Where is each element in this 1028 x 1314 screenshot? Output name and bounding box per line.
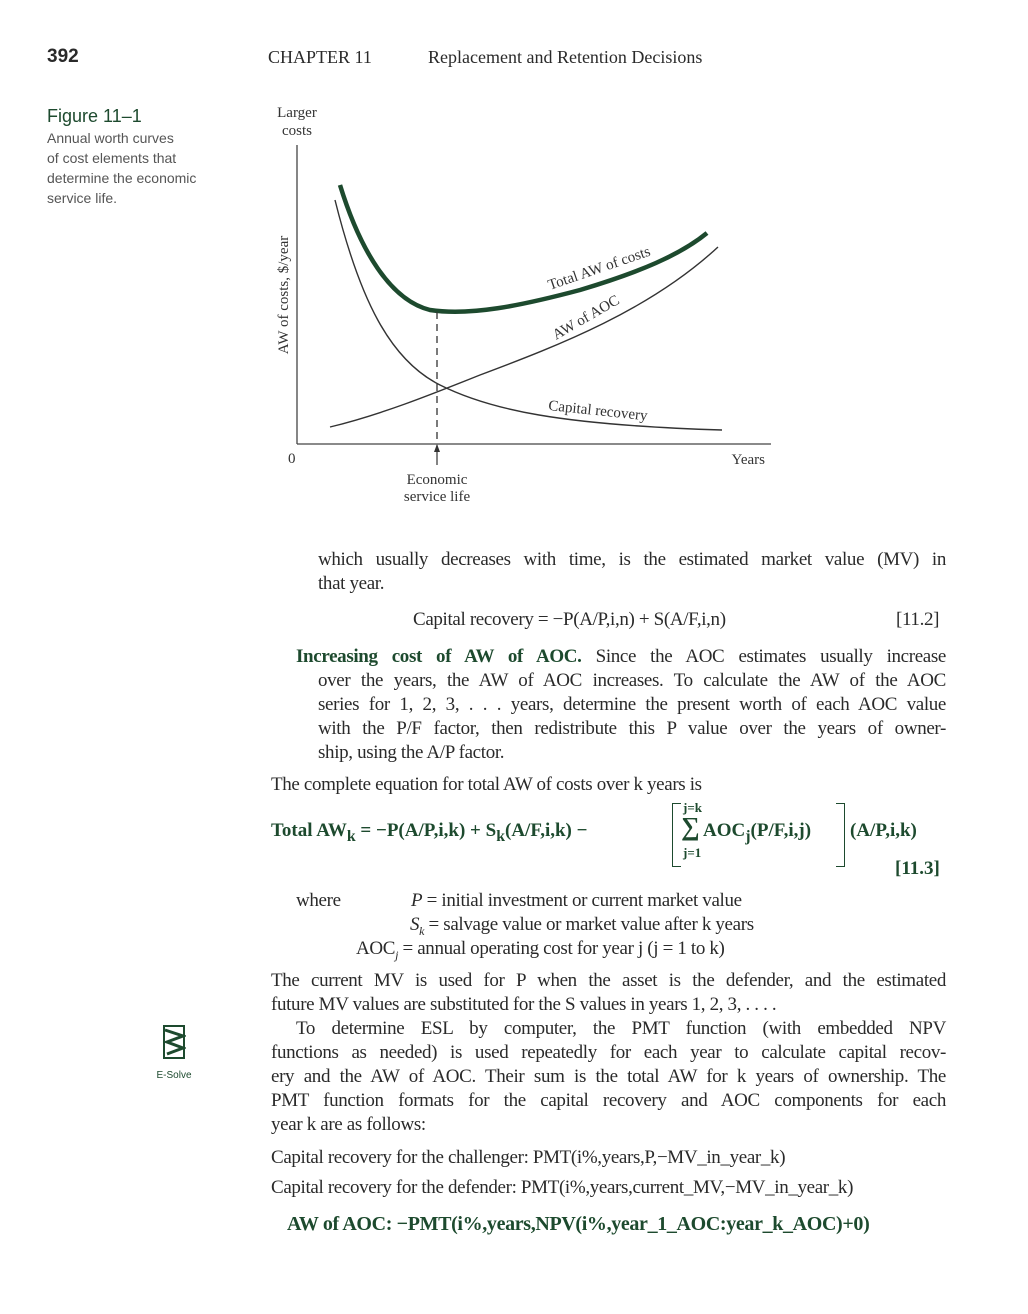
- eq-part: (A/F,i,k) −: [505, 820, 588, 841]
- equation-11-3: [271, 820, 587, 846]
- eq-tail: (A/P,i,k): [850, 820, 917, 841]
- sum-lower: j=1: [683, 845, 702, 860]
- p5-line: ery and the AW of AOC. Their sum is the total AW for k years of ownership. The: [271, 1066, 946, 1087]
- esl-annotation-2: service life: [403, 489, 471, 505]
- label-total-aw: Total AW of costs: [546, 243, 653, 294]
- equation-11-2: Capital recovery = −P(A/P,i,n) + S(A/F,i,n): [413, 609, 726, 630]
- page-number: 392: [47, 46, 79, 67]
- def: = annual operating cost for year j (j = 1 to k): [398, 938, 725, 959]
- ylabel-top-1: Larger: [277, 105, 317, 121]
- def-aoc: [356, 937, 725, 967]
- def: = initial investment or current market value: [422, 890, 742, 911]
- p5-line: PMT function formats for the capital recovery and AOC components for each: [271, 1090, 946, 1111]
- caption-line: of cost elements that: [47, 150, 177, 166]
- label-aw-aoc: AW of AOC: [550, 292, 623, 344]
- sum-body: [703, 820, 811, 846]
- chapter-title: Replacement and Retention Decisions: [428, 47, 703, 67]
- esl-chart: [0, 0, 1028, 520]
- esolve-label: E-Solve: [156, 1070, 192, 1081]
- eq-lhs: Total AW: [271, 820, 347, 841]
- y-axis-label: AW of costs, $/year: [276, 235, 292, 355]
- series-total-aw: [340, 185, 707, 312]
- esolve-badge: [152, 1024, 196, 1083]
- esolve-icon: [162, 1024, 186, 1060]
- eq-part: AOC: [703, 820, 746, 841]
- equation-number-11-2: [11.2]: [896, 609, 940, 630]
- right-bracket: [836, 803, 845, 867]
- def-p: [411, 889, 742, 913]
- p2-heading: Increasing cost of AW of AOC.: [296, 646, 582, 667]
- sub: j: [395, 947, 399, 962]
- series-capital-recovery: [335, 200, 722, 430]
- p5-line: functions as needed) is used repeatedly for each year to calculate capital recov-: [271, 1042, 946, 1063]
- p1-line: that year.: [318, 573, 385, 594]
- p4-line: The current MV is used for P when the asset is the defender, and the estimated: [271, 970, 946, 991]
- eq-part: (P/F,i,j): [750, 820, 812, 841]
- ylabel-top-2: costs: [282, 123, 312, 139]
- p5-line: year k are as follows:: [271, 1114, 426, 1135]
- p2-line: over the years, the AW of AOC increases. To calculate the AW of the AOC: [318, 670, 946, 691]
- formula-aw-aoc: AW of AOC: −PMT(i%,years,NPV(i%,year_1_AOC:year_k_AOC)+0): [287, 1213, 870, 1235]
- sum-icon: ∑: [681, 812, 700, 841]
- esl-annotation-1: Economic: [406, 472, 468, 488]
- chapter-label: CHAPTER 11: [268, 47, 372, 67]
- p2-line: Since the AOC estimates usually increase: [581, 646, 946, 667]
- caption-line: service life.: [47, 190, 118, 206]
- sym: AOC: [356, 938, 396, 959]
- p5-line: To determine ESL by computer, the PMT function (with embedded NPV: [296, 1018, 946, 1039]
- formula-defender: Capital recovery for the defender: PMT(i%,years,current_MV,−MV_in_year_k): [271, 1177, 854, 1198]
- p2-line: series for 1, 2, 3, . . . years, determine the present worth of each AOC value: [318, 694, 946, 715]
- figure-label: Figure 11–1: [47, 106, 142, 126]
- sum-upper: j=k: [683, 800, 702, 815]
- sub: k: [419, 923, 425, 938]
- caption-line: Annual worth curves: [47, 130, 174, 146]
- sym: S: [410, 914, 420, 935]
- p2-line: with the P/F factor, then redistribute this P value over the years of owner-: [318, 718, 946, 739]
- left-bracket: [672, 803, 681, 867]
- p3-line: The complete equation for total AW of costs over k years is: [271, 774, 702, 795]
- eq-part: = −P(A/P,i,k) + S: [355, 820, 497, 841]
- eq-sub: j: [745, 827, 751, 845]
- caption-line: determine the economic: [47, 170, 197, 186]
- sym: P: [411, 890, 423, 911]
- p1-line: which usually decreases with time, is the estimated market value (MV) in: [318, 549, 946, 570]
- def: = salvage value or market value after k years: [424, 914, 754, 935]
- origin-label: 0: [288, 451, 296, 467]
- x-axis-label: Years: [731, 452, 765, 468]
- label-capital-recovery: Capital recovery: [547, 398, 649, 425]
- equation-number-11-3: [11.3]: [895, 858, 940, 879]
- arrow-head-icon: [434, 444, 440, 452]
- formula-challenger: Capital recovery for the challenger: PMT(i%,years,P,−MV_in_year_k): [271, 1147, 786, 1168]
- p2-line: ship, using the A/P factor.: [318, 742, 505, 763]
- eq-sub: k: [496, 827, 505, 845]
- eq-sub: k: [346, 827, 356, 845]
- p4-line: future MV values are substituted for the S values in years 1, 2, 3, . . . .: [271, 994, 777, 1015]
- where-label: where: [296, 890, 341, 911]
